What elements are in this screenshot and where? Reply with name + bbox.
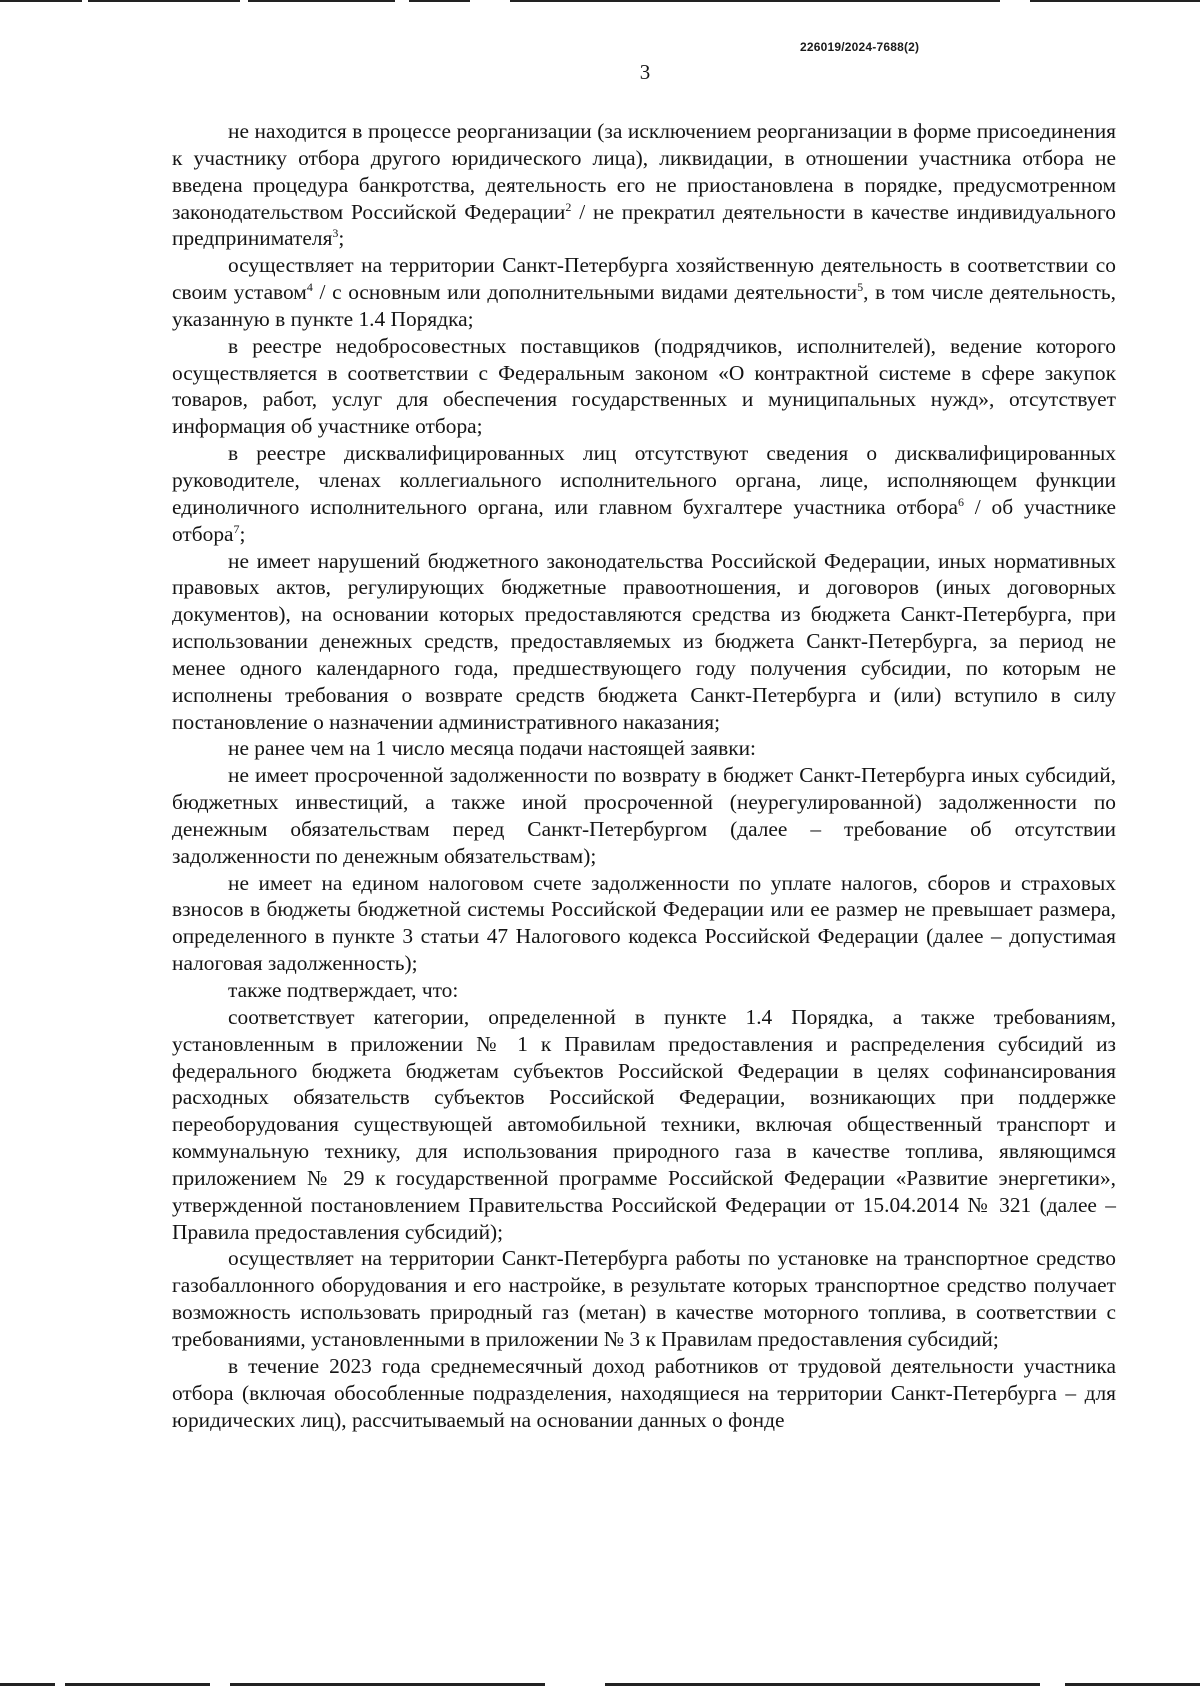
paragraph-average-income: в течение 2023 года среднемесячный доход работников от трудовой деятельности участника отбора (включая обособленные подразделения, находящиеся на территории Санкт-Петербурга – для юридических лиц), рассчитываемый на основании данных о фонде: [172, 1353, 1116, 1432]
paragraph-overdue-debt: не имеет просроченной задолженности по возврату в бюджет Санкт-Петербурга иных субсидий, бюджетных инвестиций, а также иной просроченной (неурегулированной) задолженности по денежным обязательствам перед Санкт-Петербургом (далее – требование об отсутствии задолженности по денежным обязательствам);: [172, 763, 1116, 868]
footnote-ref-6: 6: [957, 494, 964, 509]
paragraph-economic-activity: осуществляет на территории Санкт-Петербурга хозяйственную деятельность в соответствии со своим уставом$^4$ / с основным или дополнительными видами деятельности$^5$, в том числе деятельность, указанную в пункте 1.4 Порядка;: [172, 253, 1116, 331]
footnote-ref-3: 3: [332, 226, 339, 241]
paragraph-also-confirms: также подтверждает, что:: [228, 978, 459, 1002]
paragraph-tax-debt: не имеет на едином налоговом счете задолженности по уплате налогов, сборов и страховых взносов в бюджеты бюджетной системы Российской Федерации или ее размер не превышает размера, определенного в пункте 3 статьи 47 Налогового кодекса Российской Федерации (далее – допустимая налоговая задолженность);: [172, 870, 1116, 976]
footnote-ref-2: 2: [565, 199, 572, 214]
paragraph-reorganization: не находится в процессе реорганизации (за исключением реорганизации в форме присоединения к участнику отбора другого юридического лица), ликвидации, в отношении участника отбора не введена процедура банкротства, деятельность его не приостановлена в порядке, предусмотренном законодательством Российской Федерации$^2$ / не прекратил деятельности в качестве индивидуального предпринимателя$^3$;: [172, 119, 1116, 251]
paragraph-budget-violations: не имеет нарушений бюджетного законодательства Российской Федерации, иных нормативных правовых актов, регулирующих бюджетные правоотношения, и договоров (иных договорных документов), на основании которых предоставляются средства из бюджета Санкт-Петербурга, при использовании денежных средств, предоставляемых из бюджета Санкт-Петербурга, за период не менее одного календарного года, предшествующего году получения субсидии, по которым не исполнены требования о возврате средств бюджета Санкт-Петербурга и (или) вступило в силу постановление о назначении административного наказания;: [172, 548, 1116, 734]
registration-number: 226019/2024-7688(2): [800, 40, 920, 54]
paragraph-gas-equipment-installation: осуществляет на территории Санкт-Петербурга работы по установке на транспортное средство газобаллонного оборудования и его настройке, в результате которых транспортное средство получает возможность использовать природный газ (метан) в качестве моторного топлива, в соответствии с требованиями, установленными в приложении № 3 к Правилам предоставления субсидий;: [172, 1246, 1116, 1351]
page-number: 3: [639, 60, 651, 84]
footnote-ref-5: 5: [857, 280, 864, 295]
paragraph-date-condition: не ранее чем на 1 число месяца подачи настоящей заявки:: [228, 736, 756, 761]
footnote-ref-7: 7: [233, 521, 240, 536]
paragraph-unfair-suppliers-registry: в реестре недобросовестных поставщиков (подрядчиков, исполнителей), ведение которого осуществляется в соответствии с Федеральным законом «О контрактной системе в сфере закупок товаров, работ, услуг для обеспечения государственных и муниципальных нужд», отсутствует информация об участнике отбора;: [172, 333, 1116, 439]
document-body: [172, 118, 1116, 1433]
footnote-ref-4: 4: [306, 280, 313, 295]
paragraph-disqualified-persons-registry: в реестре дисквалифицированных лиц отсутствуют сведения о дисквалифицированных руководителе, членах коллегиального исполнительного органа, лице, исполняющем функции единоличного исполнительного органа, или главном бухгалтере участника отбора$^6$ / об участнике отбора$^7$;: [172, 441, 1116, 546]
paragraph-category-compliance: соответствует категории, определенной в пункте 1.4 Порядка, а также требованиям, установленным в приложении № 1 к Правилам предоставления и распределения субсидий из федерального бюджета бюджетам субъектов Российской Федерации в целях софинансирования расходных обязательств субъектов Российской Федерации, возникающих при поддержке переоборудования существующей автомобильной техники, включая общественный транспорт и коммунальную технику, для использования природного газа в качестве топлива, являющимся приложением № 29 к государственной программе Российской Федерации «Развитие энергетики», утвержденной постановлением Правительства Российской Федерации от 15.04.2014 № 321 (далее – Правила предоставления субсидий);: [172, 1004, 1116, 1244]
